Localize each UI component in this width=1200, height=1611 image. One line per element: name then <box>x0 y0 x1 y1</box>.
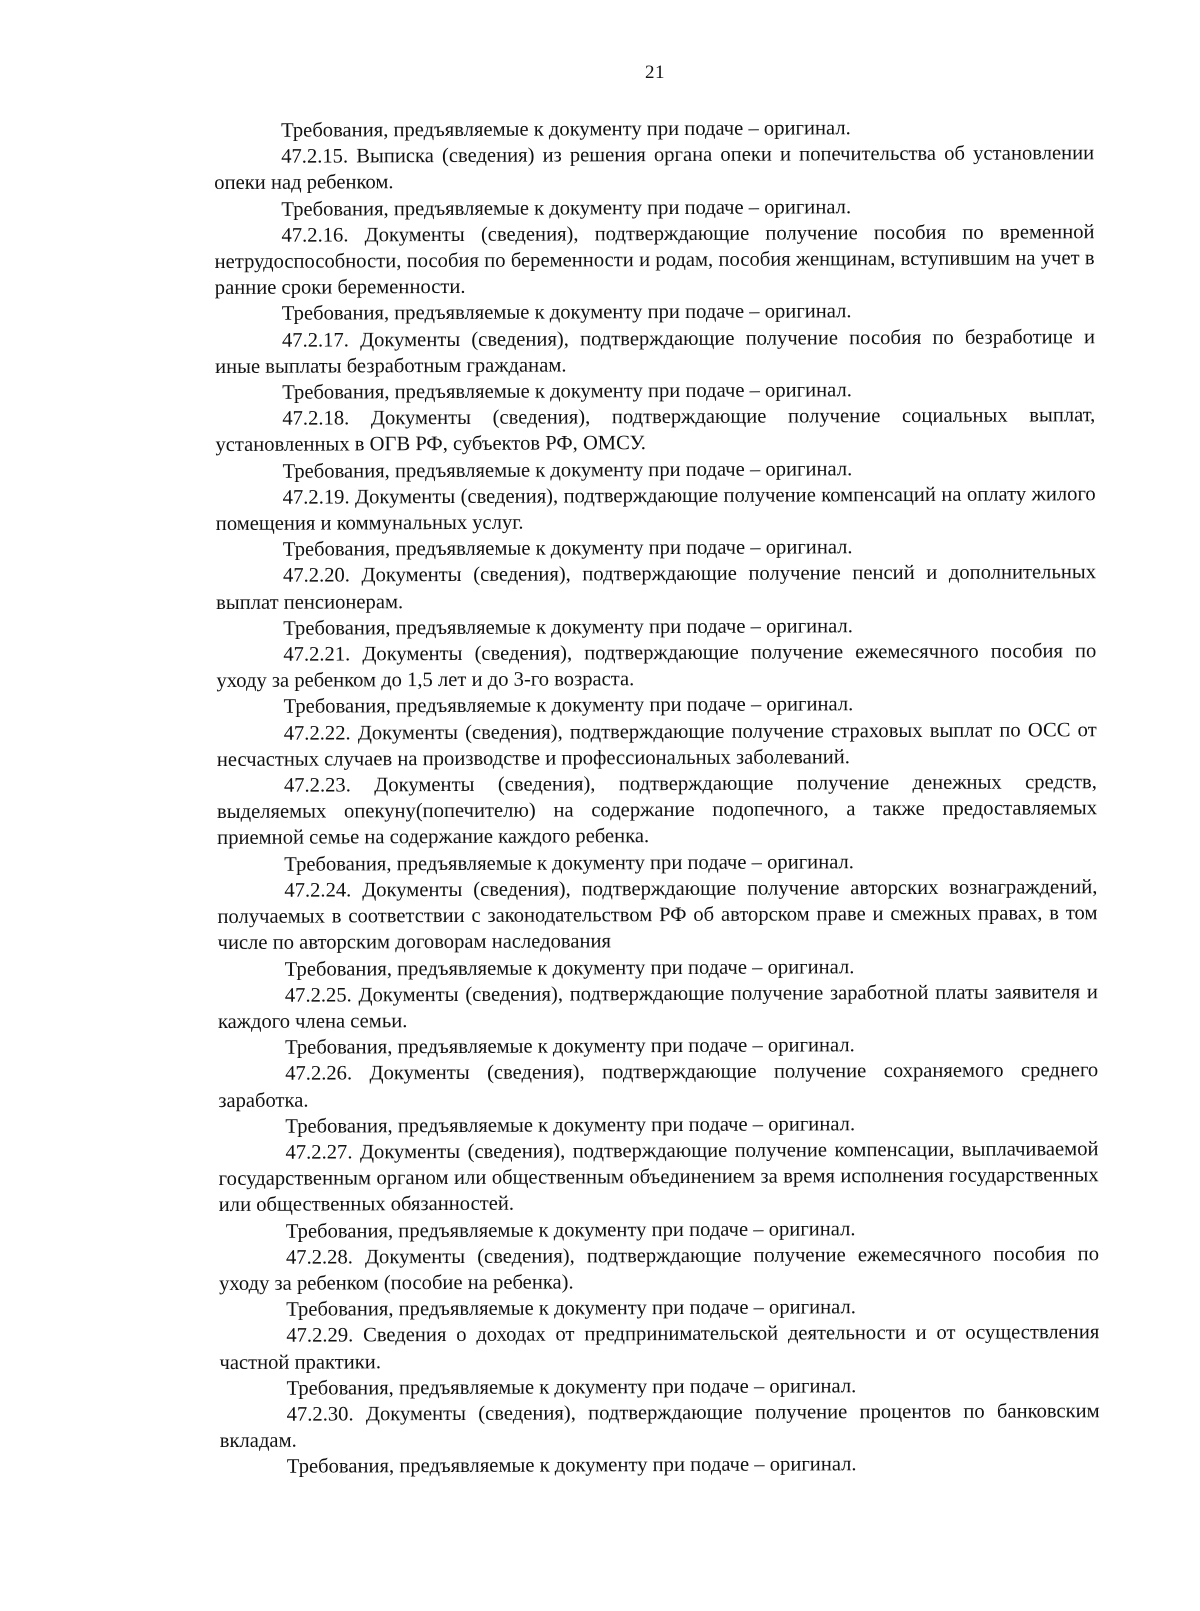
paragraph: Требования, предъявляемые к документу при подаче – оригинал. <box>285 1034 855 1059</box>
paragraph: Требования, предъявляемые к документу при подаче – оригинал. <box>283 693 854 719</box>
paragraph: Требования, предъявляемые к документу при подаче – оригинал. <box>282 379 852 404</box>
paragraph: 47.2.29. Сведения о доходах от предпринимательской деятельности и от осуществления частной практики. <box>219 1321 1100 1374</box>
paragraph: Требования, предъявляемые к документу при подаче – оригинал. <box>285 1112 856 1138</box>
paragraph: 47.2.17. Документы (сведения), подтверждающие получение пособия по безработице и иные выплаты безработным гражданам. <box>215 325 1096 378</box>
paragraph: Требования, предъявляемые к документу при подаче – оригинал. <box>281 117 851 142</box>
paragraph: 47.2.15. Выписка (сведения) из решения органа опеки и попечительства об установлении опеки над ребенком. <box>214 142 1095 195</box>
paragraph: 47.2.30. Документы (сведения), подтверждающие получение процентов по банковским вкладам. <box>219 1400 1100 1453</box>
paragraph: 47.2.24. Документы (сведения), подтверждающие получение авторских вознаграждений, получаемых в соответствии с законодательством РФ об авторском праве и смежных правах, в том числе по авторским договорам наследования <box>217 876 1098 955</box>
paragraph: 47.2.22. Документы (сведения), подтверждающие получение страховых выплат по ОСС от несчастных случаев на производстве и профессиональных заболеваний. <box>216 718 1097 771</box>
document-body <box>214 114 1100 1480</box>
paragraph: 47.2.19. Документы (сведения), подтверждающие получение компенсаций на оплату жилого помещения и коммунальных услуг. <box>215 483 1096 536</box>
paragraph: Требования, предъявляемые к документу при подаче – оригинал. <box>286 1374 857 1400</box>
paragraph: 47.2.18. Документы (сведения), подтверждающие получение социальных выплат, установленных в ОГВ РФ, субъектов РФ, ОМСУ. <box>215 404 1096 457</box>
paragraph: Требования, предъявляемые к документу при подаче – оригинал. <box>284 850 854 876</box>
paragraph: 47.2.16. Документы (сведения), подтверждающие получение пособия по временной нетрудоспособности, пособия по беременности и родам, пособия женщинам, вступившим на учет в ранние сроки беременности. <box>214 220 1095 300</box>
paragraph: 47.2.20. Документы (сведения), подтверждающие получение пенсий и дополнительных выплат пенсионерам. <box>216 561 1097 614</box>
paragraph: 47.2.28. Документы (сведения), подтверждающие получение ежемесячного пособия по уходу за ребенком (пособие на ребенка). <box>219 1242 1100 1295</box>
paragraph: 47.2.27. Документы (сведения), подтверждающие получение компенсации, выплачиваемой государственным органом или общественным объединением за время исполнения государственных или общественных обязанностей. <box>218 1138 1099 1217</box>
paragraph: 47.2.21. Документы (сведения), подтверждающие получение ежемесячного пособия по уходу за ребенком до 1,5 лет и до 3-го возраста. <box>216 640 1097 693</box>
paragraph: Требования, предъявляемые к документу при подаче – оригинал. <box>285 1217 856 1243</box>
paragraph: Требования, предъявляемые к документу при подаче – оригинал. <box>281 195 852 221</box>
paragraph: Требования, предъявляемые к документу при подаче – оригинал. <box>281 300 852 326</box>
paragraph: 47.2.25. Документы (сведения), подтверждающие получение заработной платы заявителя и каждого члена семьи. <box>217 980 1098 1033</box>
paragraph: Требования, предъявляемые к документу при подаче – оригинал. <box>282 536 853 561</box>
paragraph: 47.2.23. Документы (сведения), подтверждающие получение денежных средств, выделяемых опекуну(попечителю) на содержание подопечного, а также предоставляемых приемной семье на содержание каждого ребенка. <box>216 771 1098 850</box>
paragraph: Требования, предъявляемые к документу при подаче – оригинал. <box>286 1296 856 1321</box>
paragraph: Требования, предъявляемые к документу при подаче – оригинал. <box>282 457 853 483</box>
paragraph: Требования, предъявляемые к документу при подаче – оригинал. <box>283 615 853 640</box>
page-number: 21 <box>645 62 665 83</box>
paragraph: 47.2.26. Документы (сведения), подтверждающие получение сохраняемого среднего заработка. <box>218 1059 1099 1112</box>
paragraph: Требования, предъявляемые к документу при подаче – оригинал. <box>286 1453 857 1479</box>
paragraph: Требования, предъявляемые к документу при подаче – оригинал. <box>284 955 855 981</box>
